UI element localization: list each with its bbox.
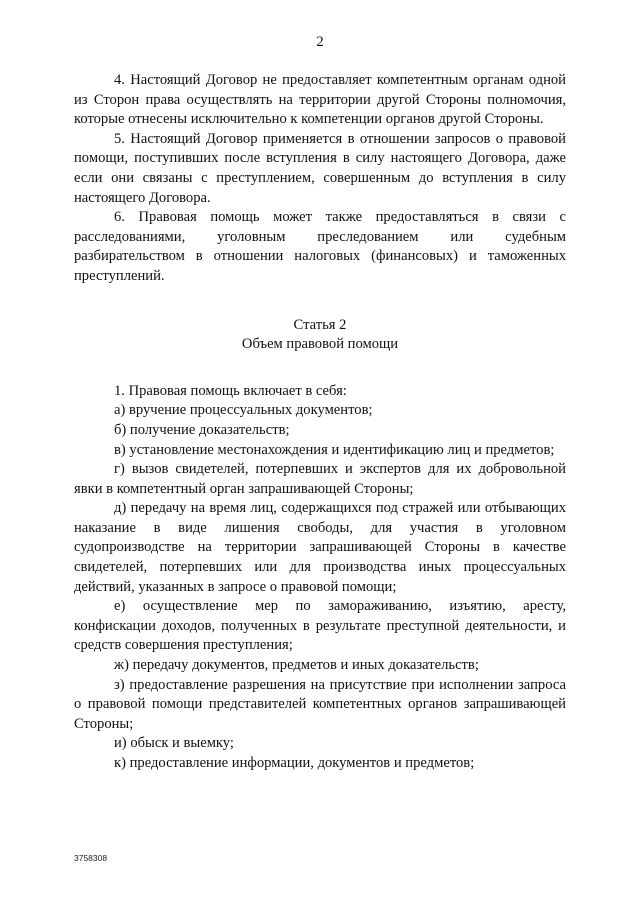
list-item: г) вызов свидетелей, потерпевших и экспертов для их добровольной явки в компетентный орган запрашивающей Стороны;: [74, 461, 566, 497]
list-item: а) вручение процессуальных документов;: [114, 402, 373, 419]
list-item: д) передачу на время лиц, содержащихся под стражей или отбывающих наказание в виде лишения свободы, для участия в уголовном судопроизводстве на территории запрашивающей Стороны в качестве свидетелей, потерпевших или для производства иных процессуальных действий, указанных в запросе о правовой помощи;: [74, 500, 566, 595]
document-code: 3758308: [74, 853, 108, 863]
list-item: в) установление местонахождения и идентификацию лиц и предметов;: [114, 441, 555, 458]
paragraph: 4. Настоящий Договор не предоставляет компетентным органам одной из Сторон права осуществлять на территории другой Стороны полномочия, которые отнесены исключительно к компетенции органов другой Стороны.: [74, 72, 566, 128]
article-heading: [74, 316, 566, 355]
article-number: Статья 2: [293, 316, 347, 333]
list-item: и) обыск и выемку;: [114, 735, 234, 752]
article-title: Объем правовой помощи: [241, 336, 399, 353]
list-item: ж) передачу документов, предметов и иных доказательств;: [114, 657, 479, 674]
list-item: к) предоставление информации, документов и предметов;: [114, 755, 475, 771]
list-item: з) предоставление разрешения на присутствие при исполнении запроса о правовой помощи представителей компетентных органов запрашивающей Стороны;: [74, 676, 566, 732]
list-item: б) получение доказательств;: [114, 421, 290, 438]
page-number: 2: [316, 34, 324, 50]
paragraph: 1. Правовая помощь включает в себя:: [114, 382, 347, 399]
paragraph: 6. Правовая помощь может также предоставляться в связи с расследованиями, уголовным преследованием или судебным разбирательством в отношении налоговых (финансовых) и таможенных преступлений.: [74, 209, 566, 284]
paragraph: 5. Настоящий Договор применяется в отношении запросов о правовой помощи, поступивших после вступления в силу настоящего Договора, даже если они связаны с преступлением, совершенным до вступления в силу настоящего Договора.: [74, 130, 566, 206]
document-body: [74, 71, 566, 774]
list-item: е) осуществление мер по замораживанию, изъятию, аресту, конфискации доходов, полученных в результате преступной деятельности, и средств совершения преступления;: [74, 598, 566, 654]
